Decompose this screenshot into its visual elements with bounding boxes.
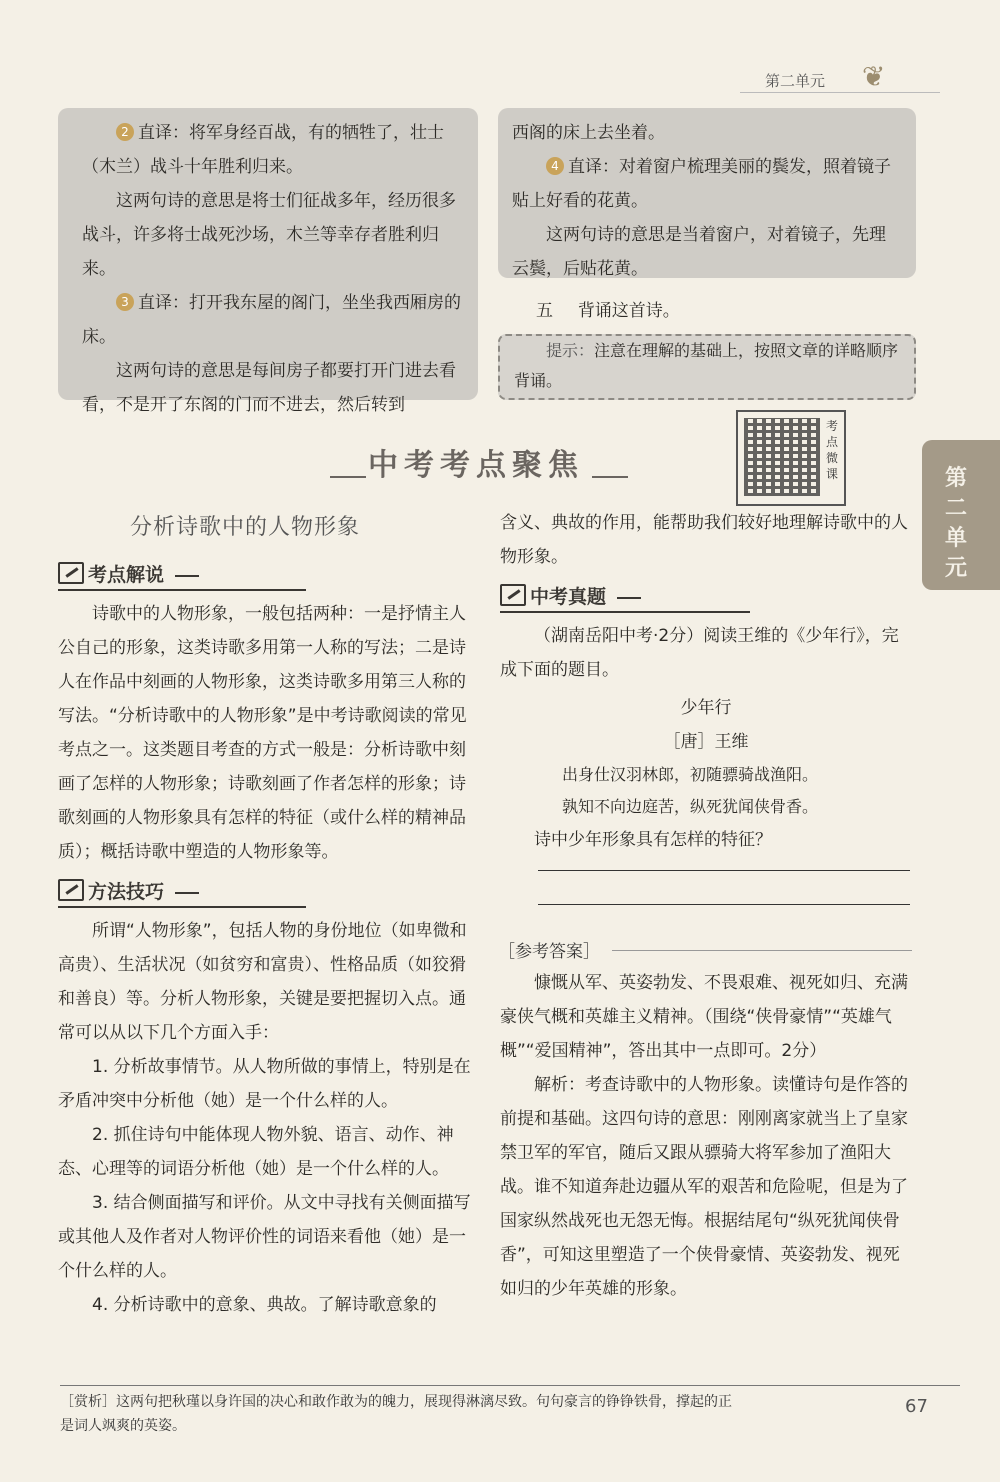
subhead-explanation: 考点解说 xyxy=(58,560,476,587)
subhead-methods: 方法技巧 xyxy=(58,877,476,904)
exam-prompt: 诗中少年形象具有怎样的特征？ xyxy=(534,830,772,850)
item-number-badge: 4 xyxy=(546,157,564,175)
analysis: 解析：考查诗歌中的人物形象。读懂诗句是作答的前提和基础。这四句诗的意思：刚刚离家就当上了皇家禁卫军的军官，随后又跟从骠骑大将军参加了渔阳大战。谁不知道奔赴边疆从军的艰苦和危险呢，但是为了国家纵然战死也无怨无悔。根据结尾句“纵死犹闻侠骨香”，可知这里塑造了一个侠骨豪情、英姿勃发、视死如归的少年英雄的形象。 xyxy=(500,1075,908,1299)
leaf-ornament-icon: ❦ xyxy=(862,60,886,93)
translation-4: 4 直译：对着窗户梳理美丽的鬓发，照着镜子贴上好看的花黄。 xyxy=(512,157,891,211)
footer-note xyxy=(60,1390,900,1438)
exam-question: （湖南岳阳中考·2分）阅读王维的《少年行》，完成下面的题目。 xyxy=(500,626,899,680)
meaning-4: 这两句诗的意思是当着窗户，对着镜子，先理云鬓，后贴花黄。 xyxy=(512,225,886,279)
section-title: 分析诗歌中的人物形象 xyxy=(130,515,361,540)
item-number-badge: 3 xyxy=(116,293,134,311)
method-item-4-continued: 含义、典故的作用，能帮助我们较好地理解诗歌中的人物形象。 xyxy=(500,513,908,567)
poem-line-2: 孰知不向边庭苦，纵死犹闻侠骨香。 xyxy=(562,797,819,816)
pencil-icon xyxy=(500,584,526,606)
task-text: 背诵这首诗。 xyxy=(577,301,680,321)
answer-tag: ［参考答案］ xyxy=(498,942,600,962)
reference-answer: 慷慨从军、英姿勃发、不畏艰难、视死如归、充满豪侠气概和英雄主义精神。（围绕“侠骨豪情”“英雄气概”“爱国精神”，答出其中一点即可。2分） xyxy=(500,973,908,1061)
subhead-exam: 中考真题 xyxy=(500,582,912,609)
hint-text: 注意在理解的基础上，按照文章的详略顺序背诵。 xyxy=(514,341,899,390)
subhead-rule xyxy=(58,589,306,591)
translation-2: 2 直译：将军身经百战，有的牺牲了，壮士（木兰）战斗十年胜利归来。 xyxy=(82,123,444,177)
meaning-3-continued: 西阁的床上去坐着。 xyxy=(512,123,665,143)
answer-block xyxy=(500,966,912,1306)
footer-line-2: 是词人飒爽的英姿。 xyxy=(60,1418,186,1434)
methods-paragraph: 所谓“人物形象”，包括人物的身份地位（如卑微和高贵）、生活状况（如贫穷和富贵）、性格品质（如狡猾和善良）等。分析人物形象，关键是要把握切入点。通常可以从以下几个方面入手： xyxy=(58,921,467,1043)
poem-line-1: 出身仕汉羽林郎，初随骠骑战渔阳。 xyxy=(562,765,819,784)
answer-line-2[interactable] xyxy=(538,904,910,905)
hint-box xyxy=(498,334,916,400)
footer-tag: ［赏析］ xyxy=(60,1394,116,1410)
pencil-icon xyxy=(58,562,84,584)
task-number: 五 xyxy=(536,301,553,321)
hint-label: 提示： xyxy=(546,341,595,360)
subhead-rule xyxy=(58,906,306,908)
qr-label: 考点微课 xyxy=(825,419,838,481)
pencil-icon xyxy=(58,879,84,901)
method-item-4: 4. 分析诗歌中的意象、典故。了解诗歌意象的 xyxy=(92,1295,437,1315)
meaning-2: 这两句诗的意思是将士们征战多年，经历很多战斗，许多将士战死沙场，木兰等幸存者胜利归来。 xyxy=(82,191,456,279)
answer-line-1[interactable] xyxy=(538,870,910,871)
explanation-paragraph: 诗歌中的人物形象，一般包括两种：一是抒情主人公自己的形象，这类诗歌多用第一人称的写法；二是诗人在作品中刻画的人物形象，这类诗歌多用第三人称的写法。“分析诗歌中的人物形象”是中考诗歌阅读的常见考点之一。这类题目考查的方式一般是：分析诗歌中刻画了怎样的人物形象；诗歌刻画了作者怎样的形象；诗歌刻画的人物形象具有怎样的特征（或什么样的精神品质）；概括诗歌中塑造的人物形象等。 xyxy=(58,604,467,862)
translation-box-left xyxy=(58,108,478,415)
method-item-3: 3. 结合侧面描写和评价。从文中寻找有关侧面描写或其他人及作者对人物评价性的词语来看他（她）是一个什么样的人。 xyxy=(58,1193,471,1281)
translation-3: 3 直译：打开我东屋的阁门，坐坐我西厢房的床。 xyxy=(82,293,461,347)
header-rule xyxy=(740,92,940,93)
left-column xyxy=(58,560,476,1322)
method-item-2: 2. 抓住诗句中能体现人物外貌、语言、动作、神态、心理等的词语分析他（她）是一个什么样的人。 xyxy=(58,1125,454,1179)
running-header-unit: 第二单元 xyxy=(765,72,826,90)
banner-rule-right xyxy=(592,476,628,478)
item-number-badge: 2 xyxy=(116,123,134,141)
unit-side-tab xyxy=(922,440,1000,590)
banner-title: 中考考点聚焦 xyxy=(368,448,584,483)
side-tab-label: 第二单元 xyxy=(944,466,967,581)
poem-title: 少年行 xyxy=(680,698,732,718)
task-five xyxy=(536,296,680,321)
meaning-3: 这两句诗的意思是每间房子都要打开门进去看看，不是开了东阁的门而不进去，然后转到 xyxy=(82,361,456,415)
answer-tag-rule xyxy=(612,950,912,951)
footer-line-1: 这两句把秋瑾以身许国的决心和敢作敢为的魄力，展现得淋漓尽致。句句豪言的铮铮铁骨，撑起的正 xyxy=(116,1394,732,1410)
qr-code[interactable] xyxy=(736,410,846,506)
page-number: 67 xyxy=(905,1396,928,1417)
right-column xyxy=(500,506,912,857)
method-item-1: 1. 分析故事情节。从人物所做的事情上，特别是在矛盾冲突中分析他（她）是一个什么样的人。 xyxy=(58,1057,471,1111)
poem-author: ［唐］王维 xyxy=(663,732,749,752)
subhead-rule xyxy=(500,611,750,613)
footer-rule xyxy=(60,1385,960,1386)
translation-box-right xyxy=(498,108,916,278)
qr-pattern xyxy=(744,418,820,496)
